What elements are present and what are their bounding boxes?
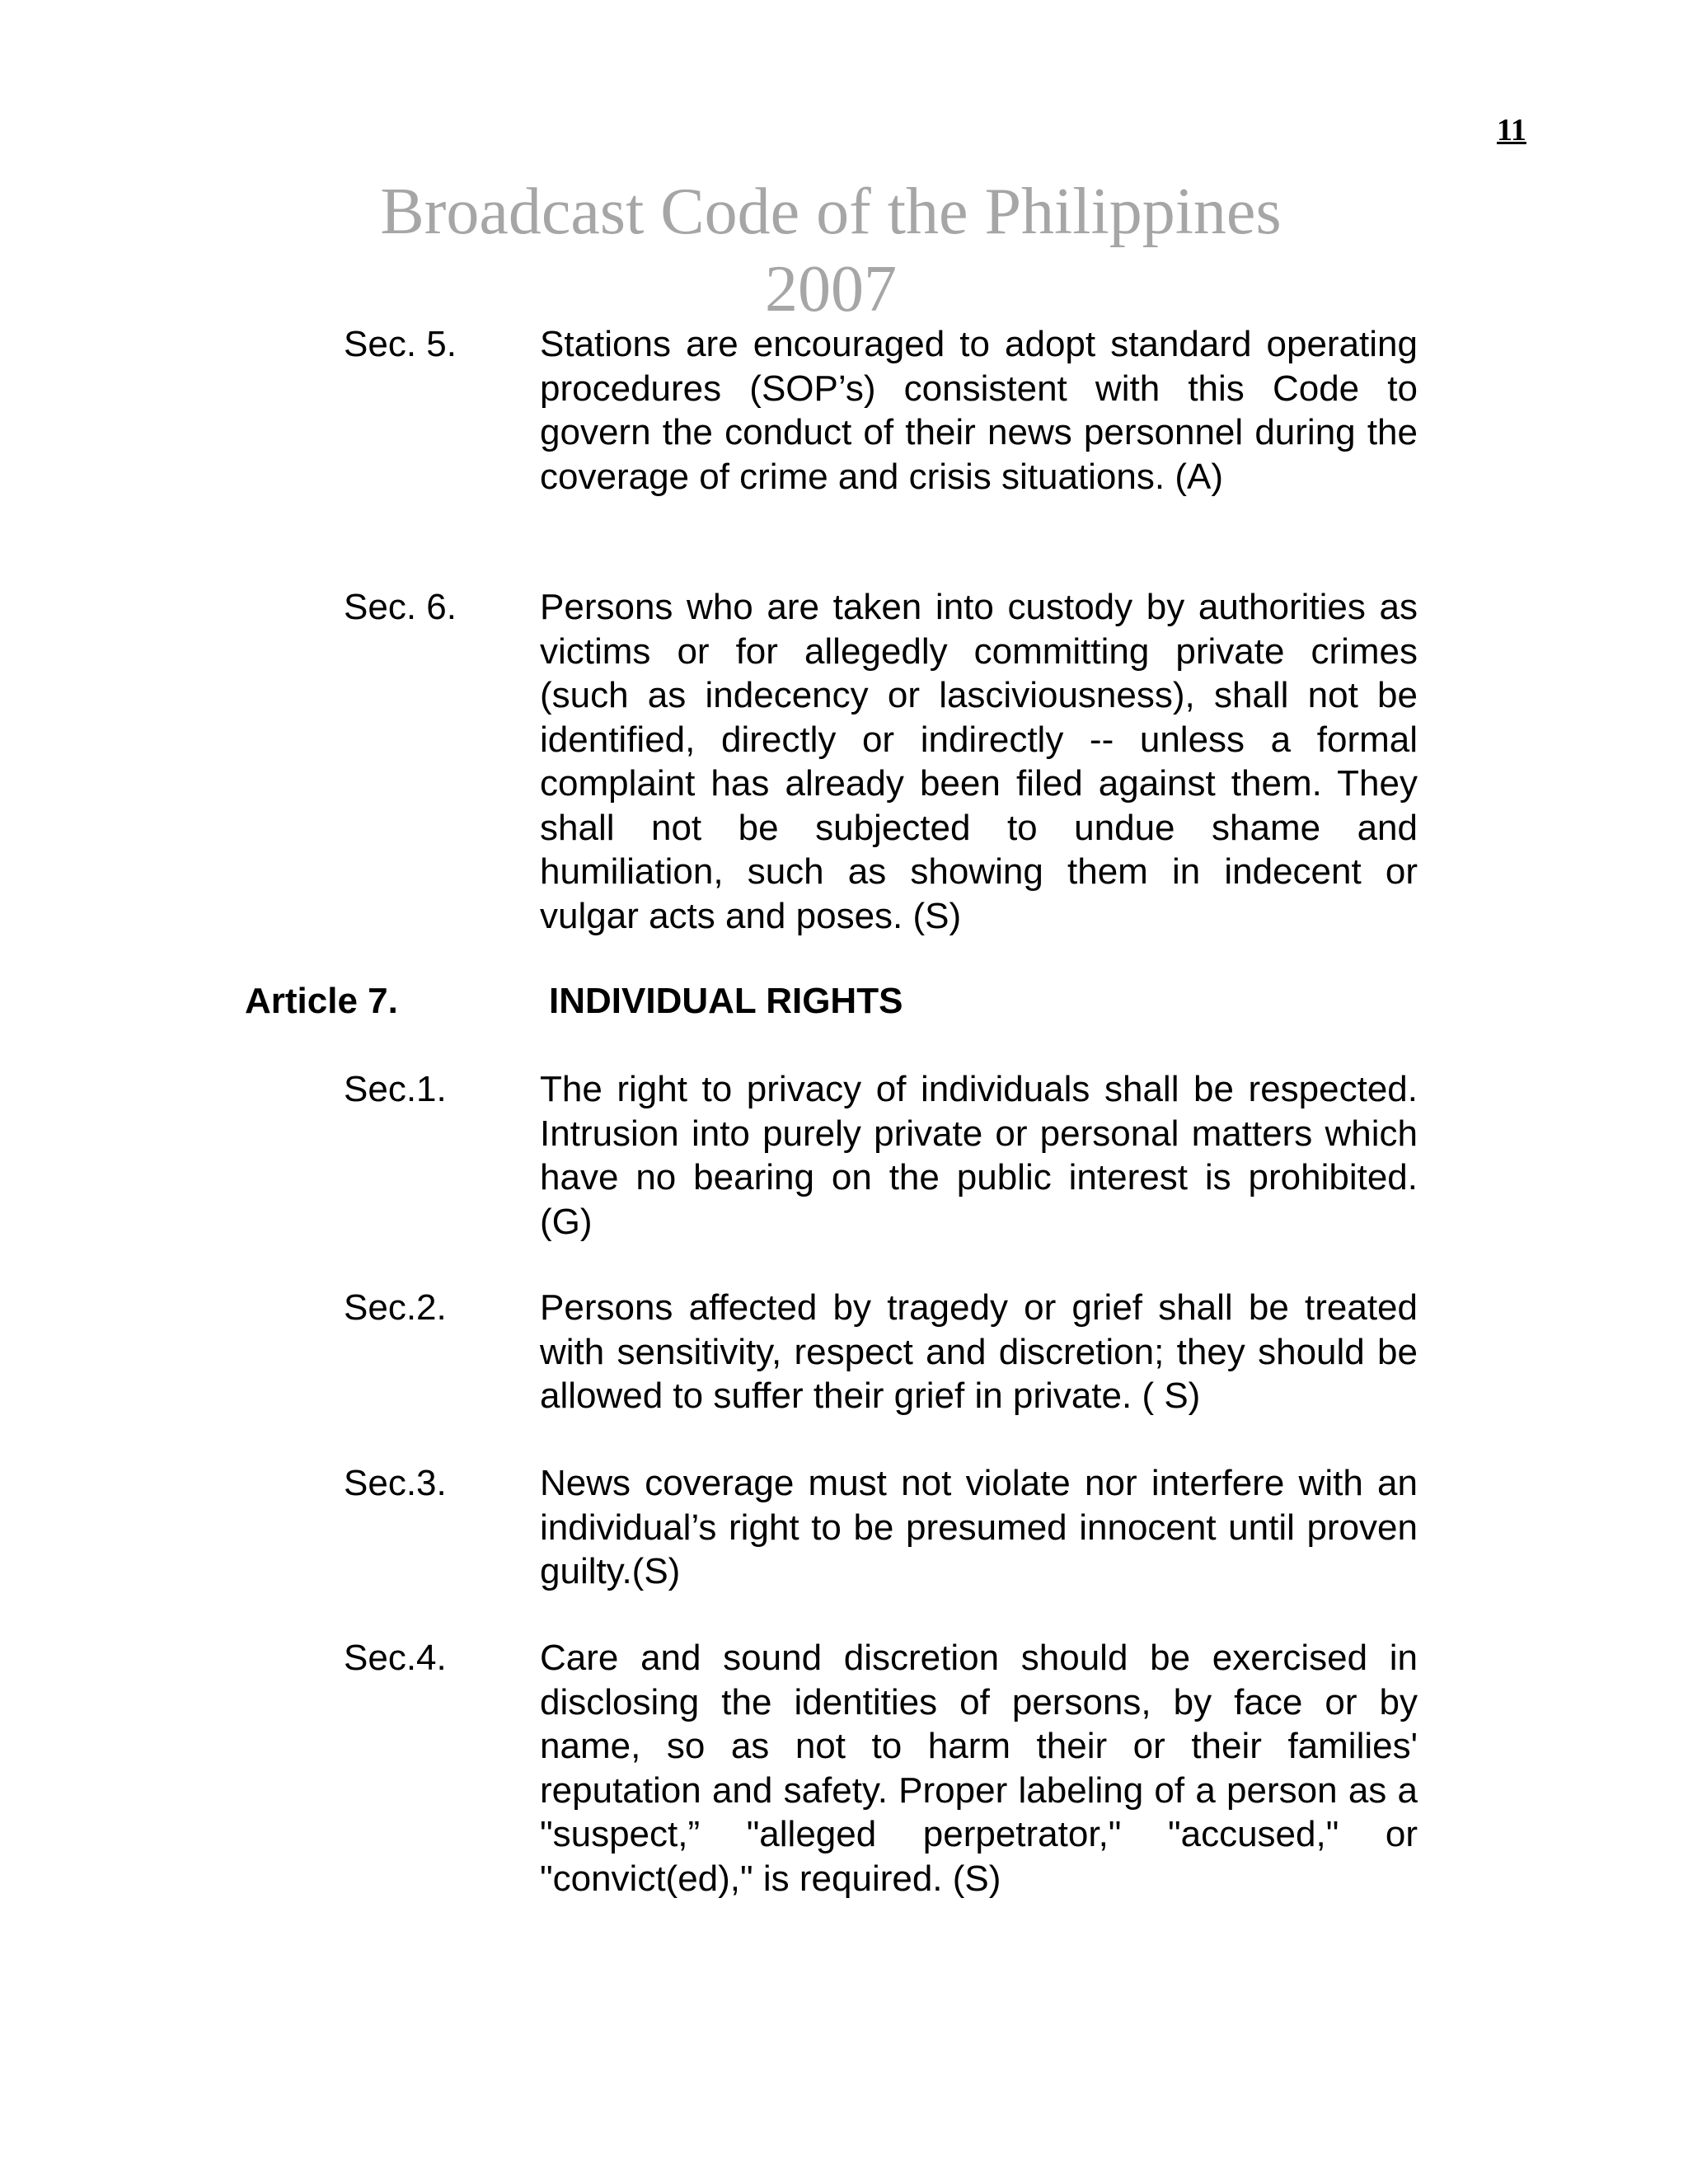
header-title: Broadcast Code of the Philippines (380, 176, 1282, 248)
section-label: Sec. 5. (344, 324, 457, 364)
section-label: Sec.2. (344, 1287, 447, 1328)
section-text: Persons who are taken into custody by authorities as victims or for allegedly committing private crimes (such as indecency or lasciviousness), shall not be identified, directly or indirectly -- unless a formal complaint has already been filed against them. They shall not be subjected to undue shame and humiliation, such as showing them in indecent or vulgar acts and poses. (S) (540, 587, 1418, 936)
header-year: 2007 (765, 253, 897, 326)
section-label: Sec.4. (344, 1638, 447, 1678)
section-text: The right to privacy of individuals shall be respected. Intrusion into purely private or personal matters which have no bearing on the public interest is prohibited. (G) (540, 1069, 1418, 1242)
section-text: News coverage must not violate nor interfere with an individual’s right to be presumed innocent until proven guilty.(S) (540, 1463, 1418, 1591)
article-label: Article 7. (245, 981, 398, 1021)
section-label: Sec. 6. (344, 587, 457, 627)
document-header (338, 173, 1324, 328)
section-label: Sec.3. (344, 1463, 447, 1503)
article-title: INDIVIDUAL RIGHTS (549, 981, 903, 1021)
section-text: Care and sound discretion should be exercised in disclosing the identities of persons, by face or by name, so as not to harm their or their families' reputation and safety. Proper labeling of a person as a "suspect,” "alleged perpetrator," "accused," or "convict(ed)," is required. (S) (540, 1638, 1418, 1899)
page-number: 11 (1497, 113, 1526, 148)
section-label: Sec.1. (344, 1069, 447, 1109)
section-text: Stations are encouraged to adopt standard operating procedures (SOP’s) consistent with this Code to govern the conduct of their news personnel during the coverage of crime and crisis situations. (A) (540, 324, 1418, 497)
section-text: Persons affected by tragedy or grief shall be treated with sensitivity, respect and discretion; they should be allowed to suffer their grief in private. ( S) (540, 1287, 1418, 1416)
